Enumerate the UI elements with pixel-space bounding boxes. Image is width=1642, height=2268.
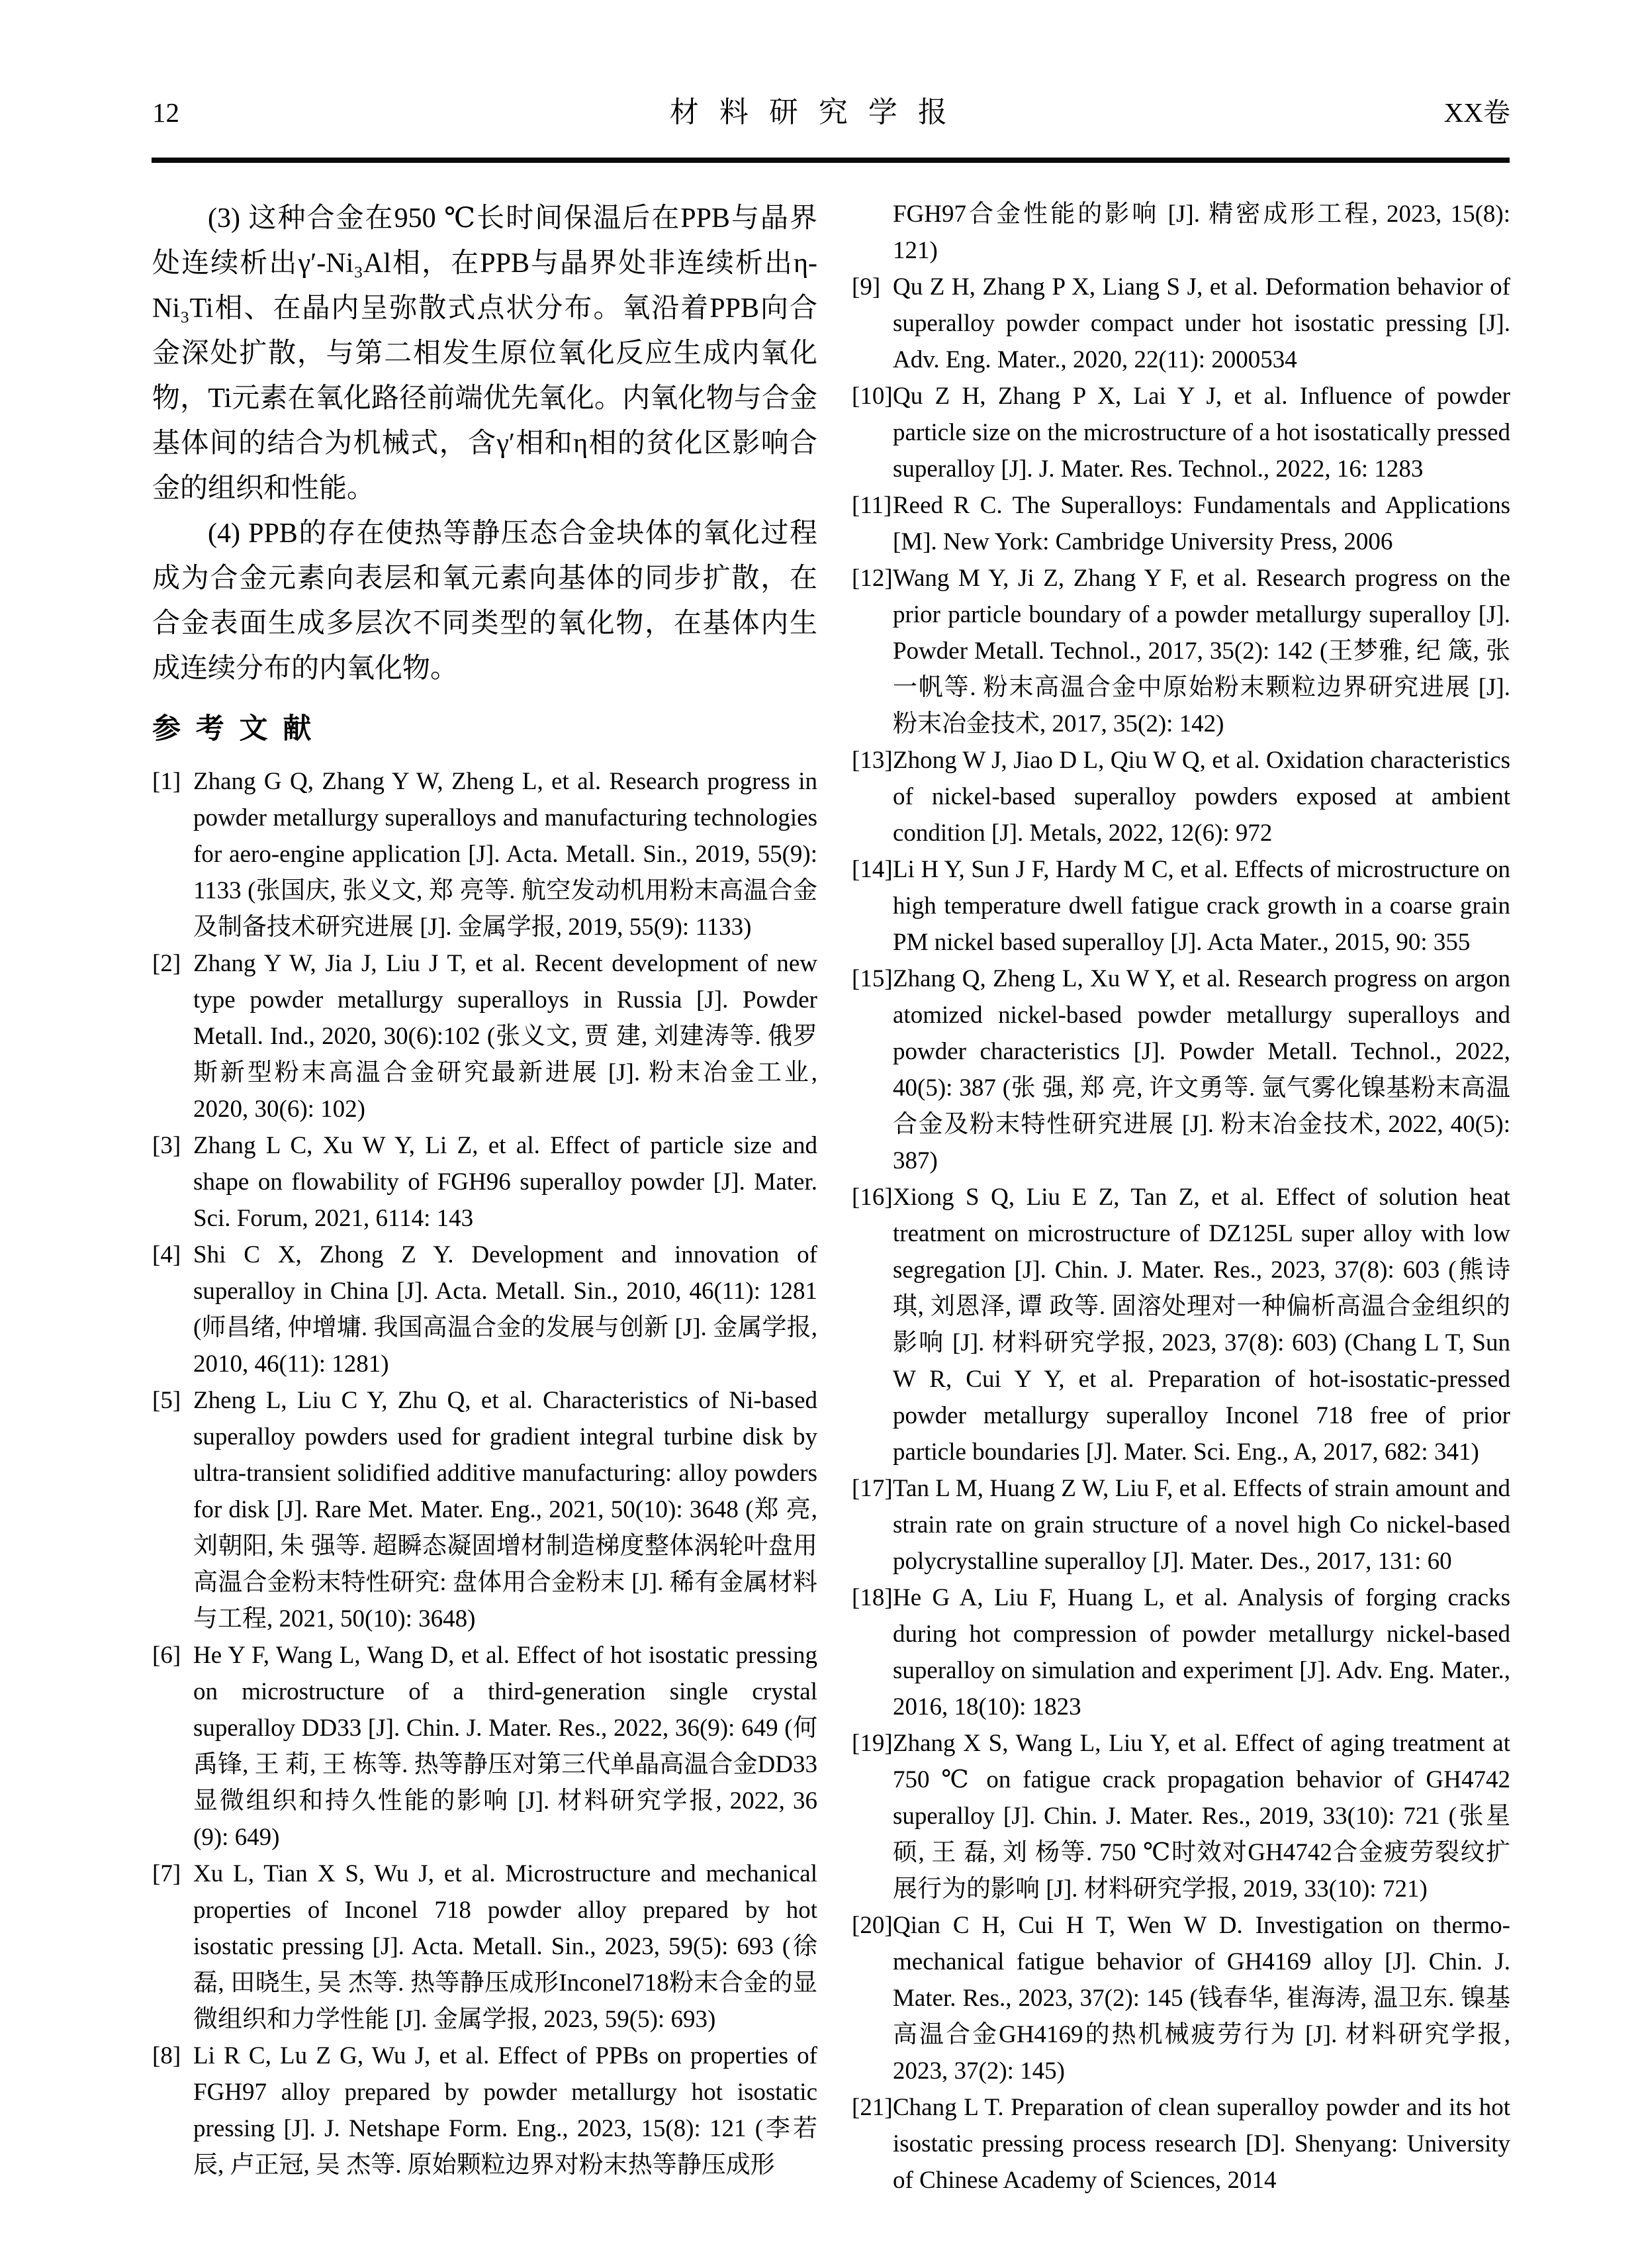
- reference-item-2: [152, 945, 817, 1127]
- reference-item-13: [852, 742, 1510, 851]
- reference-number: [14]: [852, 856, 893, 883]
- reference-number: [5]: [152, 1387, 181, 1414]
- reference-number: [1]: [152, 768, 181, 795]
- reference-text: Zhang Y W, Jia J, Liu J T, et al. Recent development of new type powder metallurgy superalloys in Russia [J]. Powder Metall. Ind., 2020, 30(6):102 (张义文, 贾 建, 刘建涛等. 俄罗斯新型粉末高温合金研究最新进展 [J]. 粉末冶金工业, 2020, 30(6): 102): [193, 950, 817, 1123]
- reference-text: Qu Z H, Zhang P X, Lai Y J, et al. Influence of powder particle size on the microstructure of a hot isostatically pressed superalloy [J]. J. Mater. Res. Technol., 2022, 16: 1283: [893, 383, 1510, 483]
- reference-item-8: [152, 2038, 817, 2183]
- reference-text: Zhong W J, Jiao D L, Qiu W Q, et al. Oxidation characteristics of nickel-based superalloy powders exposed at ambient condition [J]. Metals, 2022, 12(6): 972: [893, 747, 1510, 847]
- reference-number: [18]: [852, 1584, 893, 1611]
- reference-item-20: [852, 1907, 1510, 2089]
- reference-item-3: [152, 1127, 817, 1237]
- right-column: [852, 196, 1510, 2198]
- reference-text: Xu L, Tian X S, Wu J, et al. Microstructure and mechanical properties of Inconel 718 powder alloy prepared by hot isostatic pressing [J]. Acta. Metall. Sin., 2023, 59(5): 693 (徐 磊, 田晓生, 吴 杰等. 热等静压成形Inconel718粉末合金的显微组织和力学性能 [J]. 金属学报, 2023, 59(5): 693): [193, 1860, 817, 2033]
- page-number: 12: [152, 97, 179, 128]
- reference-text: Zhang L C, Xu W Y, Li Z, et al. Effect of particle size and shape on flowability of FGH96 superalloy powder [J]. Mater. Sci. Forum, 2021, 6114: 143: [193, 1132, 817, 1232]
- reference-item-1: [152, 763, 817, 945]
- reference-number: [7]: [152, 1860, 181, 1887]
- reference-item-4: [152, 1237, 817, 1382]
- reference-item-9: [852, 269, 1510, 378]
- reference-text: Zhang Q, Zheng L, Xu W Y, et al. Research progress on argon atomized nickel-based powder metallurgy superalloys and powder characteristics [J]. Powder Metall. Technol., 2022, 40(5): 387 (张 强, 郑 亮, 许文勇等. 氩气雾化镍基粉末高温合金及粉末特性研究进展 [J]. 粉末冶金技术, 2022, 40(5): 387): [893, 965, 1510, 1174]
- reference-text: Chang L T. Preparation of clean superalloy powder and its hot isostatic pressing process research [D]. Shenyang: University of Chinese Academy of Sciences, 2014: [893, 2094, 1510, 2194]
- reference-number: [3]: [152, 1132, 181, 1159]
- reference-text: Qu Z H, Zhang P X, Liang S J, et al. Deformation behavior of superalloy powder compact under hot isostatic pressing [J]. Adv. Eng. Mater., 2020, 22(11): 2000534: [893, 273, 1510, 373]
- conclusion-paragraph-4: (4) PPB的存在使热等静压态合金块体的氧化过程成为合金元素向表层和氧元素向基体的同步扩散，在合金表面生成多层次不同类型的氧化物，在基体内生成连续分布的内氧化物。: [152, 518, 817, 684]
- reference-text: Zhang G Q, Zhang Y W, Zheng L, et al. Research progress in powder metallurgy superalloys and manufacturing technologies for aero-engine application [J]. Acta. Metall. Sin., 2019, 55(9): 1133 (张国庆, 张义文, 郑 亮等. 航空发动机用粉末高温合金及制备技术研究进展 [J]. 金属学报, 2019, 55(9): 1133): [193, 768, 817, 941]
- reference-text: Li R C, Lu Z G, Wu J, et al. Effect of PPBs on properties of FGH97 alloy prepared by powder metallurgy hot isostatic pressing [J]. J. Netshape Form. Eng., 2023, 15(8): 121 (李若辰, 卢正冠, 吴 杰等. 原始颗粒边界对粉末热等静压成形: [193, 2042, 817, 2179]
- left-column: [152, 196, 817, 2183]
- reference-text: Shi C X, Zhong Z Y. Development and innovation of superalloy in China [J]. Acta. Metall. Sin., 2010, 46(11): 1281 (师昌绪, 仲增墉. 我国高温合金的发展与创新 [J]. 金属学报, 2010, 46(11): 1281): [193, 1241, 817, 1378]
- reference-text: He G A, Liu F, Huang L, et al. Analysis of forging cracks during hot compression of powder metallurgy nickel-based superalloy on simulation and experiment [J]. Adv. Eng. Mater., 2016, 18(10): 1823: [893, 1584, 1510, 1721]
- reference-number: [16]: [852, 1184, 893, 1211]
- reference-number: [13]: [852, 747, 893, 774]
- conclusion-paragraph-3: (3) 这种合金在950 ℃长时间保温后在PPB与晶界处连续析出γ′-Ni₃Al相，在PPB与晶界处非连续析出η-Ni₃Ti相、在晶内呈弥散式点状分布。氧沿着PPB向合金深处扩散，与第二相发生原位氧化反应生成内氧化物，Ti元素在氧化路径前端优先氧化。内氧化物与合金基体间的结合为机械式，含γ′相和η相的贫化区影响合金的组织和性能。: [152, 203, 817, 504]
- reference-text: Xiong S Q, Liu E Z, Tan Z, et al. Effect of solution heat treatment on microstructure of DZ125L super alloy with low segregation [J]. Chin. J. Mater. Res., 2023, 37(8): 603 (熊诗琪, 刘恩泽, 谭 政等. 固溶处理对一种偏析高温合金组织的影响 [J]. 材料研究学报, 2023, 37(8): 603) (Chang L T, Sun W R, Cui Y Y, et al. Preparation of hot-isostatic-pressed powder metallurgy superalloy Inconel 718 free of prior particle boundaries [J]. Mater. Sci. Eng., A, 2017, 682: 341): [893, 1184, 1510, 1466]
- reference-number: [8]: [152, 2042, 181, 2069]
- reference-number: [10]: [852, 383, 893, 410]
- reference-text: Zhang X S, Wang L, Liu Y, et al. Effect of aging treatment at 750 ℃ on fatigue crack propagation behavior of GH4742 superalloy [J]. Chin. J. Mater. Res., 2019, 33(10): 721 (张星硕, 王 磊, 刘 杨等. 750 ℃时效对GH4742合金疲劳裂纹扩展行为的影响 [J]. 材料研究学报, 2019, 33(10): 721): [893, 1730, 1510, 1903]
- reference-number: [9]: [852, 273, 881, 301]
- reference-item-6: [152, 1637, 817, 1856]
- reference-text: Zheng L, Liu C Y, Zhu Q, et al. Characteristics of Ni-based superalloy powders used for gradient integral turbine disk by ultra-transient solidified additive manufacturing: alloy powders for disk [J]. Rare Met. Mater. Eng., 2021, 50(10): 3648 (郑 亮, 刘朝阳, 朱 强等. 超瞬态凝固增材制造梯度整体涡轮叶盘用高温合金粉末特性研究: 盘体用合金粉末 [J]. 稀有金属材料与工程, 2021, 50(10): 3648): [193, 1387, 817, 1632]
- reference-text: Li H Y, Sun J F, Hardy M C, et al. Effects of microstructure on high temperature dwell fatigue crack growth in a coarse grain PM nickel based superalloy [J]. Acta Mater., 2015, 90: 355: [893, 856, 1510, 956]
- reference-number: [19]: [852, 1730, 893, 1757]
- reference-item-15: [852, 961, 1510, 1179]
- reference-text: Qian C H, Cui H T, Wen W D. Investigation on thermo-mechanical fatigue behavior of GH4169 alloy [J]. Chin. J. Mater. Res., 2023, 37(2): 145 (钱春华, 崔海涛, 温卫东. 镍基高温合金GH4169的热机械疲劳行为 [J]. 材料研究学报, 2023, 37(2): 145): [893, 1912, 1510, 2085]
- reference-text: He Y F, Wang L, Wang D, et al. Effect of hot isostatic pressing on microstructure of a third-generation single crystal superalloy DD33 [J]. Chin. J. Mater. Res., 2022, 36(9): 649 (何禹锋, 王 莉, 王 栋等. 热等静压对第三代单晶高温合金DD33显微组织和持久性能的影响 [J]. 材料研究学报, 2022, 36 (9): 649): [193, 1642, 817, 1851]
- reference-number: [11]: [852, 492, 892, 519]
- reference-number: [4]: [152, 1241, 181, 1268]
- reference-item-12: [852, 560, 1510, 742]
- reference-text: Wang M Y, Ji Z, Zhang Y F, et al. Research progress on the prior particle boundary of a powder metallurgy superalloy [J]. Powder Metall. Technol., 2017, 35(2): 142 (王梦雅, 纪 箴, 张一帆等. 粉末高温合金中原始粉末颗粒边界研究进展 [J]. 粉末冶金技术, 2017, 35(2): 142): [893, 565, 1510, 737]
- references-heading: 参 考 文 献: [152, 714, 316, 745]
- page-header: [152, 98, 1510, 127]
- reference-item-5: [152, 1382, 817, 1637]
- reference-number: [12]: [852, 565, 893, 592]
- reference-item-19: [852, 1725, 1510, 1907]
- header-rule: [152, 158, 1510, 163]
- reference-number: [6]: [152, 1642, 181, 1669]
- reference-number: [2]: [152, 950, 181, 977]
- reference-item-16: [852, 1179, 1510, 1470]
- reference-item-7: [152, 1856, 817, 2038]
- reference-text: Tan L M, Huang Z W, Liu F, et al. Effects of strain amount and strain rate on grain structure of a novel high Co nickel-based polycrystalline superalloy [J]. Mater. Des., 2017, 131: 60: [893, 1475, 1510, 1575]
- reference-number: [20]: [852, 1912, 893, 1939]
- reference-text: FGH97合金性能的影响 [J]. 精密成形工程, 2023, 15(8): 121): [893, 201, 1510, 264]
- reference-number: [21]: [852, 2094, 893, 2121]
- reference-text: Reed R C. The Superalloys: Fundamentals and Applications [M]. New York: Cambridge University Press, 2006: [893, 492, 1510, 555]
- reference-item-14: [852, 851, 1510, 961]
- reference-number: [17]: [852, 1475, 893, 1502]
- volume-label: XX卷: [1443, 97, 1510, 128]
- journal-title: 材 料 研 究 学 报: [669, 96, 954, 128]
- reference-item-21: [852, 2089, 1510, 2198]
- reference-8-continuation: [852, 196, 1510, 269]
- reference-number: [15]: [852, 965, 893, 992]
- reference-item-18: [852, 1580, 1510, 1725]
- reference-item-11: [852, 487, 1510, 560]
- reference-item-10: [852, 378, 1510, 487]
- reference-item-17: [852, 1470, 1510, 1580]
